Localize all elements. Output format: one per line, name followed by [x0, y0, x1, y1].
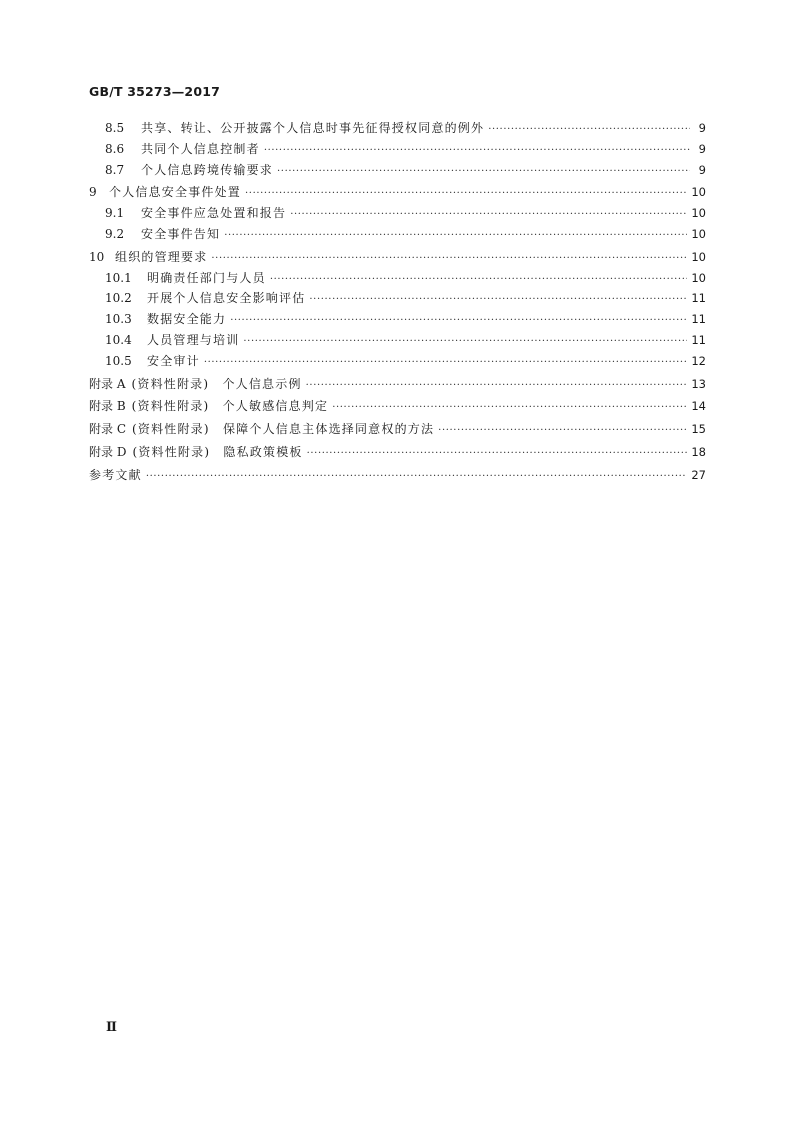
table-of-contents	[89, 119, 706, 487]
toc-entry-title: (资料性附录) 个人敏感信息判定	[131, 399, 329, 414]
toc-entry-page: 13	[691, 376, 706, 391]
toc-entry[interactable]	[89, 225, 706, 246]
toc-entry-number: 8.5	[105, 121, 125, 135]
toc-entry-title: 个人信息安全事件处置	[109, 185, 242, 200]
toc-entry[interactable]	[89, 161, 706, 182]
toc-entry[interactable]	[89, 204, 706, 225]
toc-entry-title: 组织的管理要求	[115, 249, 208, 264]
toc-entry-title: (资料性附录) 隐私政策模板	[132, 444, 303, 459]
toc-entry-page: 9	[698, 162, 706, 177]
toc-entry-title: (资料性附录) 保障个人信息主体选择同意权的方法	[132, 422, 435, 437]
toc-entry[interactable]	[89, 248, 706, 269]
toc-entry-page: 18	[691, 444, 706, 459]
toc-entry[interactable]	[89, 269, 706, 290]
toc-entry-number: 10.3	[105, 312, 132, 327]
toc-dot-leader	[438, 425, 687, 436]
toc-entry-number: 附录 D	[89, 444, 127, 459]
toc-dot-leader	[488, 124, 690, 135]
toc-entry-number: 8.7	[105, 162, 125, 177]
toc-entry-references[interactable]	[89, 466, 706, 487]
toc-entry-number: 9	[89, 185, 97, 200]
toc-dot-leader	[211, 253, 687, 264]
toc-entry-number: 8.6	[105, 141, 125, 156]
toc-entry-page: 11	[691, 332, 706, 347]
toc-entry-number: 9.1	[105, 206, 125, 221]
toc-entry-number: 10.4	[105, 332, 132, 347]
toc-entry-title: 开展个人信息安全影响评估	[147, 291, 306, 306]
toc-entry-page: 27	[691, 467, 706, 482]
toc-dot-leader	[309, 294, 687, 305]
toc-entry-appendix-a[interactable]	[89, 375, 706, 396]
toc-entry-number: 10.5	[105, 353, 132, 368]
toc-entry-title: 安全事件告知	[141, 226, 221, 241]
toc-entry-page: 14	[691, 399, 706, 414]
toc-entry-page: 12	[691, 353, 706, 368]
toc-entry-title: (资料性附录) 个人信息示例	[131, 376, 302, 391]
toc-entry-number: 附录 B	[89, 399, 126, 414]
toc-entry-appendix-d[interactable]	[89, 443, 706, 464]
toc-entry[interactable]	[89, 183, 706, 204]
toc-dot-leader	[306, 380, 688, 391]
toc-entry-number: 10.2	[105, 291, 132, 306]
toc-dot-leader	[243, 336, 687, 347]
toc-dot-leader	[230, 315, 687, 326]
toc-entry[interactable]	[89, 140, 706, 161]
toc-entry-title: 个人信息跨境传输要求	[141, 162, 274, 177]
toc-entry-page: 9	[698, 121, 706, 135]
toc-dot-leader	[146, 471, 688, 482]
toc-dot-leader	[332, 402, 687, 413]
toc-entry-title: 安全事件应急处置和报告	[141, 206, 287, 221]
toc-entry-appendix-c[interactable]	[89, 420, 706, 441]
toc-entry-appendix-b[interactable]	[89, 397, 706, 418]
toc-entry-title: 数据安全能力	[147, 312, 227, 327]
toc-entry-number: 10.1	[105, 270, 132, 285]
toc-entry-title: 共享、转让、公开披露个人信息时事先征得授权同意的例外	[141, 121, 485, 135]
toc-entry[interactable]	[89, 352, 706, 373]
toc-entry-page: 15	[691, 422, 706, 437]
toc-dot-leader	[204, 357, 688, 368]
toc-entry-page: 10	[691, 185, 706, 200]
page-number-roman: Ⅱ	[106, 1020, 117, 1035]
toc-entry-page: 11	[691, 312, 706, 327]
toc-entry-title: 人员管理与培训	[147, 332, 240, 347]
toc-entry-title: 参考文献	[89, 467, 142, 482]
toc-dot-leader	[245, 188, 687, 199]
toc-entry-page: 11	[691, 291, 706, 306]
toc-entry[interactable]	[89, 310, 706, 331]
toc-dot-leader	[290, 209, 687, 220]
toc-entry-page: 10	[691, 249, 706, 264]
toc-entry-title: 安全审计	[147, 353, 200, 368]
toc-entry[interactable]	[89, 331, 706, 352]
toc-entry-number: 附录 C	[89, 422, 126, 437]
toc-entry-number: 10	[89, 249, 105, 264]
toc-entry[interactable]	[89, 119, 706, 140]
toc-entry-page: 10	[691, 270, 706, 285]
toc-entry-page: 9	[698, 141, 706, 156]
toc-dot-leader	[307, 448, 688, 459]
toc-entry-page: 10	[691, 206, 706, 221]
toc-dot-leader	[277, 166, 690, 177]
toc-entry-page: 10	[691, 226, 706, 241]
toc-dot-leader	[270, 274, 688, 285]
toc-dot-leader	[224, 230, 687, 241]
toc-entry-title: 明确责任部门与人员	[147, 270, 266, 285]
toc-entry-number: 附录 A	[89, 376, 126, 391]
toc-entry-number: 9.2	[105, 226, 125, 241]
toc-dot-leader	[264, 145, 690, 156]
standard-code-header: GB/T 35273—2017	[89, 84, 221, 99]
toc-entry[interactable]	[89, 289, 706, 310]
toc-entry-title: 共同个人信息控制者	[141, 141, 260, 156]
